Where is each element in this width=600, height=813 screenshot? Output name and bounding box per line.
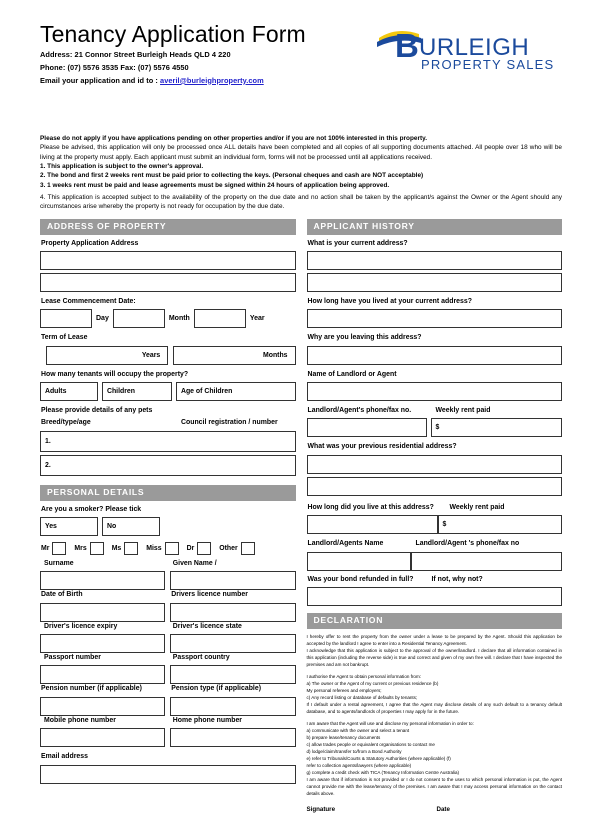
how-long-previous-address-input[interactable] xyxy=(307,515,438,534)
property-address-line1-input[interactable] xyxy=(40,251,296,270)
checkbox-dr[interactable] xyxy=(197,542,211,555)
declaration-auth-a: a) The owner or the Agent of my current or previous residence (b) xyxy=(306,680,439,686)
checkbox-ms[interactable] xyxy=(124,542,138,555)
title-label-mr: Mr xyxy=(41,545,50,553)
label-breed-type-age: Breed/type/age xyxy=(41,419,91,427)
svg-text:URLEIGH: URLEIGH xyxy=(419,34,530,61)
section-declaration: DECLARATION xyxy=(307,613,563,629)
lease-month-input[interactable] xyxy=(113,309,165,328)
phone-labels xyxy=(40,716,296,728)
svg-text:PROPERTY SALES: PROPERTY SALES xyxy=(421,57,555,72)
lease-year-caption: Year xyxy=(249,315,265,323)
property-address-line2-input[interactable] xyxy=(40,273,296,292)
pets-column-headers xyxy=(40,418,296,430)
term-months-input[interactable]: Months xyxy=(173,346,295,365)
intro-point-2: 2. The bond and first 2 weeks rent must be paid prior to collecting the keys. (Personal cheques and cash are NOT acceptable) xyxy=(40,172,424,180)
title-option-mr[interactable] xyxy=(41,542,66,555)
home-phone-input[interactable] xyxy=(170,728,295,747)
prev-landlord-fields xyxy=(307,552,563,571)
previous-address-fields xyxy=(307,455,563,496)
label-council-registration: Council registration / number xyxy=(181,419,278,427)
licence-expiry-input[interactable] xyxy=(40,634,165,653)
agency-phone: Phone: (07) 5576 3535 Fax: (07) 5576 4550 xyxy=(40,62,189,72)
label-how-many-tenants: How many tenants will occupy the property? xyxy=(41,370,189,378)
current-address-line2-input[interactable] xyxy=(307,273,563,292)
pets-fields xyxy=(40,431,296,476)
label-home-phone: Home phone number xyxy=(172,716,242,724)
title-label-miss: Miss xyxy=(146,545,162,553)
label-current-address: What is your current address? xyxy=(307,239,408,247)
intro-point-3: 3. 1 weeks rent must be paid and lease agreements must be signed within 24 hours of application being approved. xyxy=(40,181,390,189)
pension-fields xyxy=(40,697,296,716)
intro-advice: Please be advised, this application will only be processed once ALL details have been completed and all copies of all supporting documents attached. All people over 18 who will be living at the property must apply. Each applicant must submit an individual form, forms will not be processed until all applications received. xyxy=(40,144,562,161)
declaration-use-c: c) allow trades people or equivalent organisations to contact me xyxy=(306,741,435,747)
declaration-use-a: a) communicate with the owner and select a tenant xyxy=(306,727,410,733)
tenants-row xyxy=(40,382,296,401)
prev-landlord-name-input[interactable] xyxy=(307,552,411,571)
lease-month-caption: Month xyxy=(168,315,190,323)
label-passport-country: Passport country xyxy=(172,654,230,662)
agency-address: Address: 21 Connor Street Burleigh Heads QLD 4 220 xyxy=(40,50,231,60)
date-of-birth-input[interactable] xyxy=(40,603,165,622)
declaration-use-g: g) complete a credit check with TICA (Tenancy Information Centre Australia) xyxy=(306,770,460,776)
title-label-mrs: Mrs xyxy=(74,545,87,553)
dob-licence-labels xyxy=(40,590,296,602)
why-leaving-input[interactable] xyxy=(307,346,563,365)
name-fields xyxy=(40,571,296,590)
passport-labels xyxy=(40,653,296,665)
burleigh-property-sales-logo xyxy=(375,24,560,72)
children-input[interactable]: Children xyxy=(102,382,172,401)
declaration-use-intro: I am aware that the Agent will use and disclose my personal information in order to: xyxy=(306,720,474,726)
title-checkbox-row xyxy=(41,542,296,555)
title-label-dr: Dr xyxy=(186,545,195,553)
right-column xyxy=(307,219,563,813)
email-address-input[interactable] xyxy=(40,765,296,784)
adults-input[interactable]: Adults xyxy=(40,382,98,401)
licence-expiry-state-fields xyxy=(40,634,296,653)
current-address-fields xyxy=(307,251,563,292)
checkbox-miss[interactable] xyxy=(165,542,179,555)
label-previous-address: What was your previous residential address? xyxy=(307,443,457,451)
name-labels xyxy=(40,559,296,571)
property-address-fields xyxy=(40,251,296,292)
prev-landlord-phone-input[interactable] xyxy=(411,552,563,571)
section-personal-details: PERSONAL DETAILS xyxy=(40,485,296,501)
label-how-long-previous-address: How long did you live at this address? xyxy=(307,503,434,511)
licence-state-input[interactable] xyxy=(170,634,295,653)
form-columns xyxy=(40,219,562,813)
signature-row xyxy=(307,806,563,813)
smoker-yes-input[interactable]: Yes xyxy=(40,517,98,536)
dob-licence-fields xyxy=(40,603,296,622)
lease-year-input[interactable] xyxy=(194,309,246,328)
previous-address-line2-input[interactable] xyxy=(307,477,563,496)
declaration-para-1: I hereby offer to rent the property from the owner under a lease to be prepared by the Agent. Should this application be accepted by the landlord I agree to enter into a Residential Tenancy Agreement. xyxy=(306,633,562,646)
declaration-use-f: refer to collection agents/lawyers (where applicable) xyxy=(306,763,412,769)
section-applicant-history: APPLICANT HISTORY xyxy=(307,219,563,235)
intro-point-1: 1. This application is subject to the owner's approval. xyxy=(40,163,204,171)
landlord-phone-rent-labels xyxy=(307,406,563,418)
label-lease-commencement-date: Lease Commencement Date: xyxy=(41,297,136,305)
label-why-leaving: Why are you leaving this address? xyxy=(307,334,422,342)
label-smoker: Are you a smoker? Please tick xyxy=(41,505,142,513)
passport-number-input[interactable] xyxy=(40,665,165,684)
bond-refund-labels xyxy=(307,575,563,587)
label-mobile-phone: Mobile phone number xyxy=(44,716,116,724)
label-pension-type: Pension type (if applicable) xyxy=(171,685,262,693)
landlord-phone-input[interactable] xyxy=(307,418,427,437)
term-years-input[interactable]: Years xyxy=(46,346,168,365)
pension-labels xyxy=(40,684,296,696)
logo-graphic xyxy=(375,24,560,72)
declaration-use-d: d) lodge/claim/transfer to/from a Bond Authority xyxy=(306,748,402,754)
label-licence-expiry: Driver's licence expiry xyxy=(44,622,118,630)
declaration-use-b: b) prepare lease/tenancy documents xyxy=(306,734,381,740)
label-licence-state: Driver's licence state xyxy=(172,622,242,630)
phone-fields xyxy=(40,728,296,747)
declaration-auth-b: My personal referees and employers; xyxy=(306,687,382,693)
given-name-input[interactable] xyxy=(170,571,295,590)
label-email-address: Email address xyxy=(41,753,88,761)
pension-type-input[interactable] xyxy=(170,697,295,716)
intro-warning: Please do not apply if you have applications pending on other properties and/or if you are not 100% interested in this property. xyxy=(40,135,428,142)
label-prev-landlord-phone: Landlord/Agent 's phone/fax no xyxy=(415,540,520,548)
smoker-row xyxy=(40,517,296,536)
label-weekly-rent-paid-previous: Weekly rent paid xyxy=(449,503,505,511)
section-address-of-property: ADDRESS OF PROPERTY xyxy=(40,219,296,235)
weekly-rent-paid-input[interactable]: $ xyxy=(431,418,563,437)
declaration-text xyxy=(307,633,563,798)
declaration-auth-d: If I default under a rental agreement, I agree that the Agent may disclose details of any such default to a tenancy default database, and to agents/landlords of properties I may apply for in the future. xyxy=(306,701,562,715)
label-bond-refunded: Was your bond refunded in full? xyxy=(307,575,414,583)
label-pets: Please provide details of any pets xyxy=(41,407,153,415)
label-if-not-why-not: If not, why not? xyxy=(431,575,483,583)
lease-day-input[interactable] xyxy=(40,309,92,328)
pet-row-2-input[interactable]: 2. xyxy=(40,455,296,476)
smoker-no-input[interactable]: No xyxy=(102,517,160,536)
declaration-closing: I am aware that if information is not provided or I do not consent to the uses to which personal information is put, the Agent cannot provide me with the lease/tenancy of the premises. I am aware that I may access personal information on the contact details above. xyxy=(306,777,562,797)
weekly-rent-previous-input[interactable]: $ xyxy=(438,515,563,534)
pension-number-input[interactable] xyxy=(40,697,165,716)
label-prev-landlord-name: Landlord/Agents Name xyxy=(307,540,384,548)
title-label-other: Other xyxy=(219,545,238,553)
bond-refunded-input[interactable] xyxy=(307,587,563,606)
intro-point-4: 4. This application is accepted subject to the availability of the property on the due date and no action shall be taken by the applicant/s against the Owner or the Agent should any circumstances arise whereby the property is not ready for occupation by the due date. xyxy=(40,194,562,211)
label-signature: Signature xyxy=(306,806,336,813)
licence-expiry-state-labels xyxy=(40,622,296,634)
label-given-name: Given Name / xyxy=(172,560,217,568)
label-how-long-current-address: How long have you lived at your current address? xyxy=(307,297,472,305)
checkbox-mr[interactable] xyxy=(52,542,66,555)
label-pension-number: Pension number (if applicable) xyxy=(41,685,142,693)
declaration-use-e: e) refer to Tribunals/Courts & Statutory Authorities (where applicable) (f) xyxy=(306,755,451,761)
label-passport-number: Passport number xyxy=(44,654,101,662)
passport-country-input[interactable] xyxy=(170,665,295,684)
label-property-application-address: Property Application Address xyxy=(41,239,139,247)
title-option-dr[interactable] xyxy=(187,542,212,555)
email-link[interactable]: averil@burleighproperty.com xyxy=(160,75,264,85)
title-option-miss[interactable] xyxy=(146,542,178,555)
label-surname: Surname xyxy=(44,560,74,568)
svg-text:B: B xyxy=(395,27,419,64)
declaration-auth-c: c) Any record listing or database of defaults by tenants; xyxy=(306,694,418,700)
previous-address-line1-input[interactable] xyxy=(307,455,563,474)
mobile-phone-input[interactable] xyxy=(40,728,165,747)
label-landlord-name: Name of Landlord or Agent xyxy=(307,370,397,378)
prev-duration-rent-fields xyxy=(307,515,563,534)
form-header xyxy=(40,22,562,130)
intro-notes xyxy=(40,134,562,212)
label-drivers-licence-number: Drivers licence number xyxy=(171,591,248,599)
pet-row-1-input[interactable]: 1. xyxy=(40,431,296,452)
drivers-licence-number-input[interactable] xyxy=(170,603,295,622)
prev-duration-rent-labels xyxy=(307,503,563,515)
landlord-phone-rent-fields xyxy=(307,418,563,437)
label-date-of-birth: Date of Birth xyxy=(41,591,83,599)
label-date: Date xyxy=(436,806,450,813)
prev-landlord-labels xyxy=(307,539,563,551)
declaration-para-2: I acknowledge that this application is subject to the approval of the owner/landlord. I declare that all information contained in this application (including the reverse side) is true and correct and given of my own free will. I declare that I have inspected the premises and am not bankrupt. xyxy=(306,647,562,668)
title-option-other[interactable] xyxy=(219,542,254,555)
checkbox-other[interactable] xyxy=(241,542,255,555)
checkbox-mrs[interactable] xyxy=(90,542,104,555)
agency-email-line xyxy=(40,75,562,88)
title-label-ms: Ms xyxy=(111,545,122,553)
term-of-lease-row xyxy=(40,346,296,365)
title-option-ms[interactable] xyxy=(112,542,139,555)
title-option-mrs[interactable] xyxy=(74,542,103,555)
label-term-of-lease: Term of Lease xyxy=(41,334,88,342)
how-long-current-address-input[interactable] xyxy=(307,309,563,328)
label-weekly-rent-paid: Weekly rent paid xyxy=(435,407,491,415)
current-address-line1-input[interactable] xyxy=(307,251,563,270)
declaration-auth-intro: I authorise the Agent to obtain personal information from: xyxy=(306,673,421,679)
landlord-name-input[interactable] xyxy=(307,382,563,401)
label-landlord-phone: Landlord/Agent's phone/fax no. xyxy=(307,407,412,415)
page-title: Tenancy Application Form xyxy=(40,21,306,47)
passport-fields xyxy=(40,665,296,684)
age-of-children-input[interactable]: Age of Children xyxy=(176,382,296,401)
lease-day-caption: Day xyxy=(96,315,109,323)
surname-input[interactable] xyxy=(40,571,165,590)
left-column xyxy=(40,219,296,813)
lease-commencement-date-row xyxy=(40,309,296,328)
email-prefix-text: Email your application and id to : xyxy=(40,75,158,85)
